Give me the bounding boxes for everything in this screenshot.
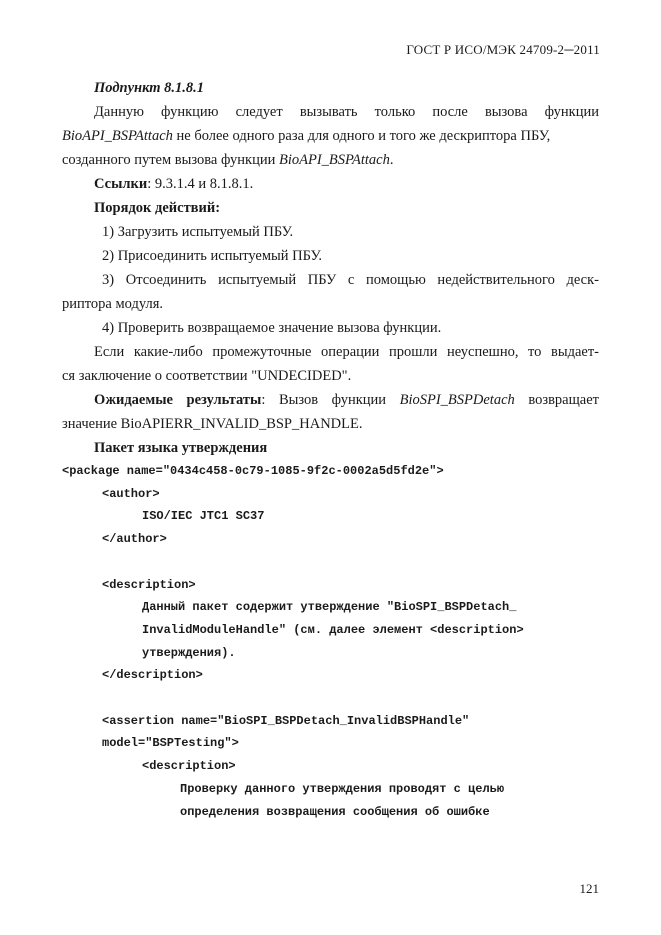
package-title: Пакет языка утверждения bbox=[94, 440, 268, 456]
code-line: Данный пакет содержит утверждение "BioSPI_BSPDetach_ bbox=[142, 600, 517, 615]
failure-note-line1: Если какие-либо промежуточные операции прошли неуспешно, то выдает- bbox=[94, 344, 599, 360]
func-name: BioAPI_BSPAttach bbox=[62, 128, 173, 144]
failure-note-line2: ся заключение о соответствии "UNDECIDED". bbox=[62, 368, 352, 384]
procedure-step: 4) Проверить возвращаемое значение вызова функции. bbox=[102, 320, 442, 336]
code-line: </description> bbox=[102, 668, 203, 683]
code-line: InvalidModuleHandle" (см. далее элемент <description> bbox=[142, 622, 524, 637]
code-line: утверждения). bbox=[142, 645, 236, 660]
para1-line1: Данную функцию следует вызывать только после вызова функции bbox=[94, 104, 599, 120]
code-line: </author> bbox=[102, 532, 167, 547]
code-listing bbox=[62, 460, 599, 823]
code-line: <description> bbox=[102, 577, 196, 592]
para1-line2: BioAPI_BSPAttach не более одного раза для одного и того же дескриптора ПБУ, bbox=[62, 128, 551, 144]
code-line: ISO/IEC JTC1 SC37 bbox=[142, 509, 265, 524]
page-body bbox=[62, 76, 599, 823]
code-blank-line bbox=[62, 687, 599, 710]
para1-line3: созданного путем вызова функции BioAPI_BSPAttach. bbox=[62, 152, 394, 168]
page-number: 121 bbox=[579, 881, 599, 896]
procedure-step: 3) Отсоединить испытуемый ПБУ с помощью недействительного деск- bbox=[102, 272, 599, 288]
expected-results-line1: Ожидаемые результаты: Вызов функции BioSPI_BSPDetach возвращает bbox=[94, 392, 599, 408]
code-line: <package name="0434c458-0c79-1085-9f2c-0002a5d5fd2e"> bbox=[62, 464, 444, 478]
expected-results-line2: значение BioAPIERR_INVALID_BSP_HANDLE. bbox=[62, 416, 363, 432]
references-label: Ссылки bbox=[94, 176, 148, 192]
code-line: <author> bbox=[102, 486, 160, 501]
code-line: model="BSPTesting"> bbox=[102, 736, 239, 751]
procedure-step-continuation: риптора модуля. bbox=[62, 296, 164, 312]
code-line: <assertion name="BioSPI_BSPDetach_InvalidBSPHandle" bbox=[102, 713, 470, 728]
code-line: Проверку данного утверждения проводят с целью bbox=[180, 781, 505, 796]
func-name: BioAPI_BSPAttach bbox=[278, 152, 390, 168]
references: Ссылки: 9.3.1.4 и 8.1.8.1. bbox=[94, 176, 254, 192]
procedure-step: 1) Загрузить испытуемый ПБУ. bbox=[102, 224, 294, 240]
procedure-step: 2) Присоединить испытуемый ПБУ. bbox=[102, 248, 322, 264]
code-line: определения возвращения сообщения об ошибке bbox=[180, 804, 490, 819]
func-name: BioSPI_BSPDetach bbox=[399, 392, 515, 408]
expected-results-label: Ожидаемые результаты bbox=[94, 392, 262, 408]
code-blank-line bbox=[62, 551, 599, 574]
running-header: ГОСТ Р ИСО/МЭК 24709-2─2011 bbox=[406, 42, 600, 57]
procedure-title: Порядок действий: bbox=[94, 200, 221, 216]
code-line: <description> bbox=[142, 759, 236, 774]
subclause-heading: Подпункт 8.1.8.1 bbox=[94, 80, 205, 96]
